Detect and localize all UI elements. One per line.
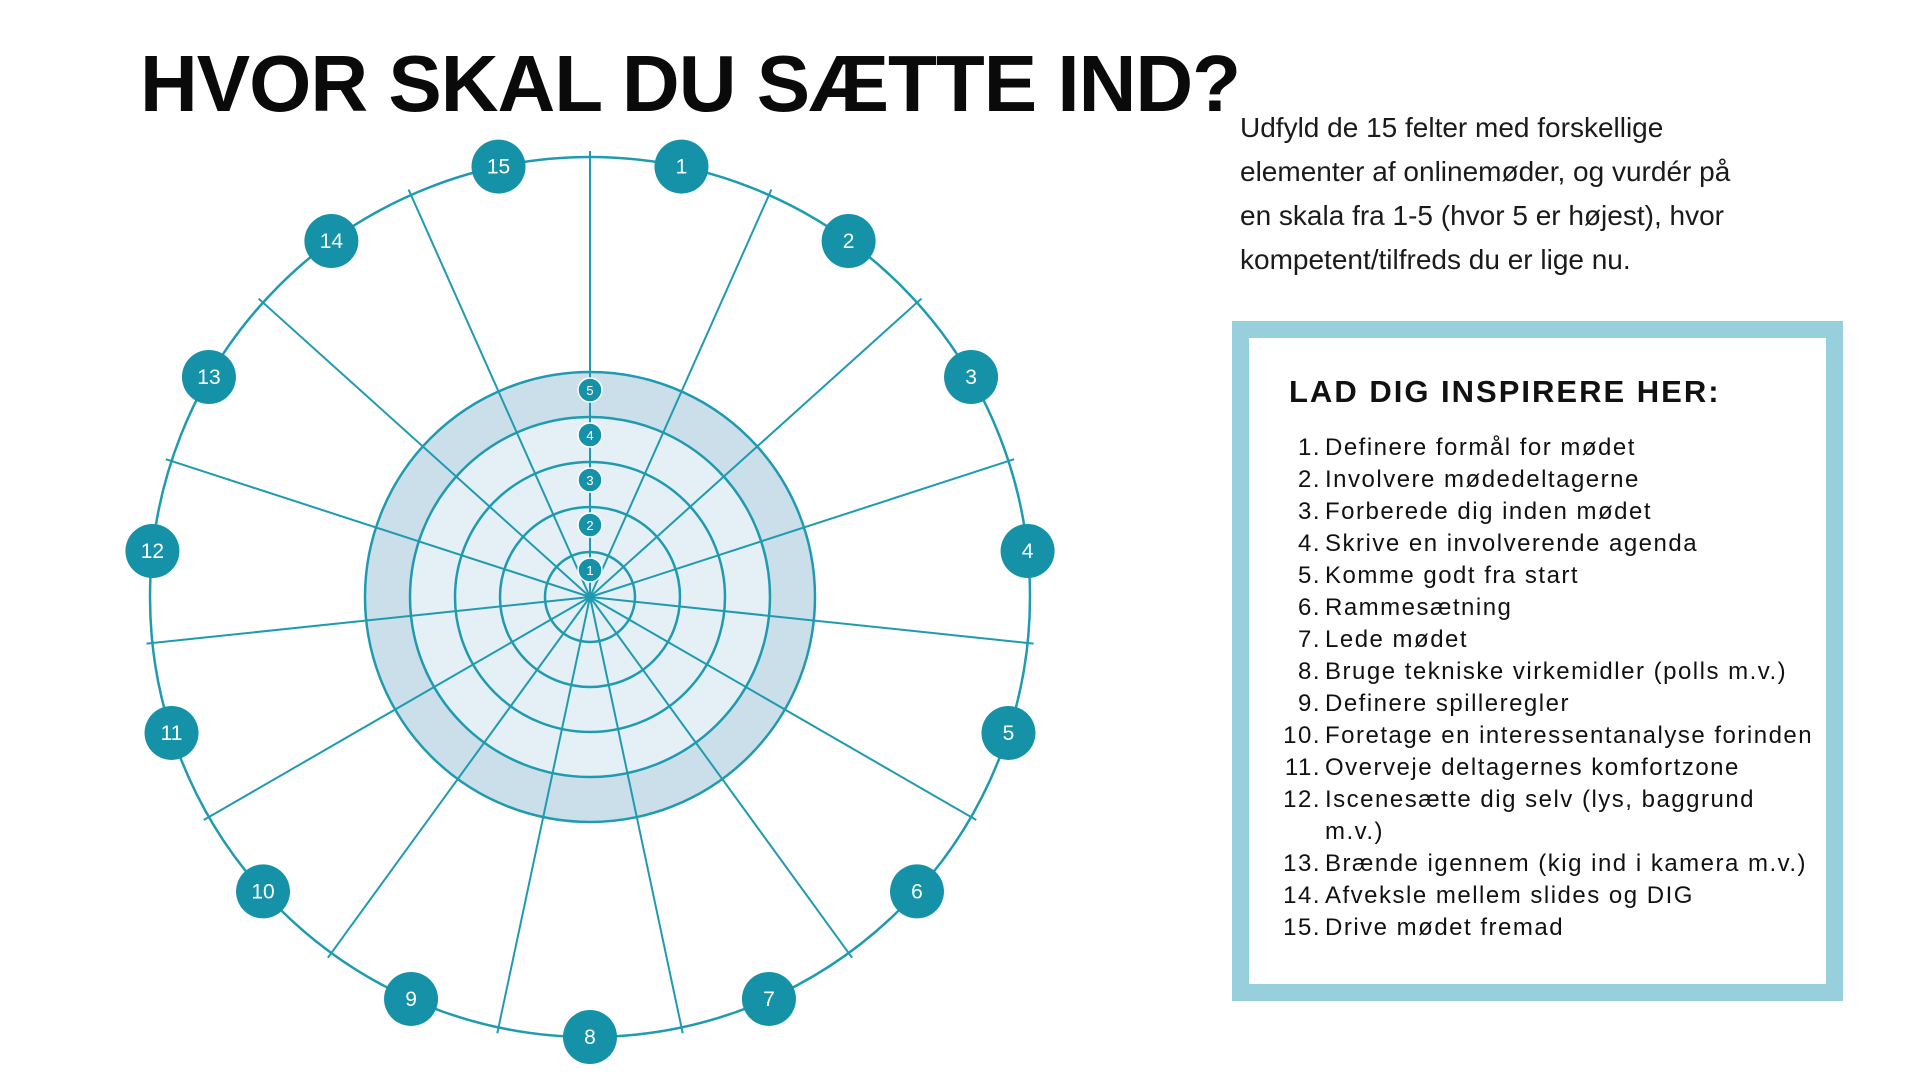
page-title: HVOR SKAL DU SÆTTE IND?: [140, 39, 1241, 128]
segment-badge: [125, 524, 179, 578]
segment-badge: [304, 214, 358, 268]
segment-badge: [472, 140, 526, 194]
instructions-text: Udfyld de 15 felter med forskellige elementer af onlinemøder, og vurdér på en skala fra 1-5 (hvor 5 er højest), hvor kompetent/tilfreds du er lige nu.: [1240, 112, 1731, 275]
list-item-text: Definere spilleregler: [1325, 690, 1570, 717]
list-item-number: 11.: [1284, 754, 1321, 781]
segment-badge: [182, 350, 236, 404]
segment-badge-label: 1: [675, 155, 688, 179]
list-item-number: 6.: [1297, 594, 1321, 621]
list-item-number: 12.: [1283, 786, 1321, 813]
list-item: [1281, 720, 1821, 752]
list-item-text: Involvere mødedeltagerne: [1325, 466, 1640, 493]
segment-badge-label: 3: [965, 366, 977, 389]
segment-badge-label: 13: [197, 366, 221, 389]
list-item-number: 3.: [1297, 498, 1321, 525]
scale-marker-label: 5: [586, 383, 594, 398]
segment-badge: [944, 350, 998, 404]
list-item: [1281, 848, 1821, 880]
list-item-number: 2.: [1297, 466, 1321, 493]
list-item-text: Overveje deltagernes komfortzone: [1325, 754, 1740, 781]
segment-badge-label: 15: [486, 155, 511, 179]
list-item-text: Lede mødet: [1325, 626, 1469, 653]
segment-badge: [654, 140, 708, 194]
scale-marker-label: 3: [586, 473, 594, 488]
segment-badge-label: 2: [842, 230, 855, 254]
segment-badge: [890, 864, 944, 918]
list-item-text: Drive mødet fremad: [1325, 914, 1565, 941]
list-item-text: Foretage en interessentanalyse forinden: [1325, 722, 1814, 749]
segment-badge: [563, 1010, 617, 1064]
segment-badge-label: 12: [140, 540, 165, 564]
scale-marker: [578, 423, 602, 447]
segment-badge-label: 10: [251, 880, 275, 904]
list-item: [1281, 528, 1821, 560]
segment-badge: [822, 214, 876, 268]
segment-badge-label: 4: [1021, 540, 1034, 564]
list-item-number: 7.: [1297, 626, 1321, 653]
list-item: [1281, 656, 1821, 688]
list-item: [1281, 592, 1821, 624]
scale-marker: [578, 558, 602, 582]
list-item-text: Komme godt fra start: [1325, 562, 1580, 589]
list-item: [1281, 752, 1821, 784]
segment-badge-label: 5: [1002, 721, 1015, 745]
segment-badge: [384, 972, 438, 1026]
list-item-text: Brænde igennem (kig ind i kamera m.v.): [1325, 850, 1808, 877]
segment-badge-label: 6: [911, 880, 923, 904]
list-item: [1281, 464, 1821, 496]
list-item: [1281, 880, 1821, 912]
list-item-text: Definere formål for mødet: [1325, 434, 1636, 461]
segment-badge: [145, 706, 199, 760]
list-item: [1281, 624, 1821, 656]
inspiration-box: [1232, 321, 1843, 1001]
inspiration-list: [1281, 432, 1821, 944]
list-item-number: 10.: [1283, 722, 1321, 749]
inspiration-heading: LAD DIG INSPIRERE HER:: [1289, 374, 1721, 409]
segment-badge-label: 8: [584, 1026, 596, 1049]
scale-marker: [578, 513, 602, 537]
list-item: [1281, 560, 1821, 592]
list-item: [1281, 912, 1821, 944]
list-item-text: Skrive en involverende agenda: [1325, 530, 1699, 557]
segment-badge-label: 9: [405, 987, 417, 1011]
list-item: [1281, 432, 1821, 464]
list-item: [1281, 784, 1821, 848]
list-item-text: Afveksle mellem slides og DIG: [1325, 882, 1694, 909]
scale-marker: [578, 468, 602, 492]
list-item: [1281, 688, 1821, 720]
list-item-number: 8.: [1297, 658, 1321, 685]
list-item-text: Forberede dig inden mødet: [1325, 498, 1652, 525]
list-item-number: 15.: [1283, 914, 1321, 941]
list-item: [1281, 496, 1821, 528]
list-item-number: 5.: [1297, 562, 1321, 589]
list-item-text: Bruge tekniske virkemidler (polls m.v.): [1325, 658, 1788, 685]
segment-badge: [1001, 524, 1055, 578]
scale-marker-label: 4: [586, 428, 594, 443]
list-item-number: 9.: [1297, 690, 1321, 717]
scale-marker-label: 1: [586, 563, 594, 578]
segment-badge-label: 11: [160, 721, 183, 745]
segment-badge: [742, 972, 796, 1026]
list-item-number: 4.: [1297, 530, 1321, 557]
list-item-text: Iscenesætte dig selv (lys, baggrund m.v.): [1325, 786, 1756, 845]
list-item-text: Rammesætning: [1325, 594, 1513, 621]
list-item-number: 1.: [1297, 434, 1321, 461]
scale-marker-label: 2: [586, 518, 594, 533]
segment-badge: [981, 706, 1035, 760]
segment-badge-label: 7: [763, 987, 775, 1011]
segment-badge: [236, 864, 290, 918]
list-item-number: 14.: [1283, 882, 1321, 909]
scale-marker: [578, 378, 602, 402]
list-item-number: 13.: [1283, 850, 1321, 877]
segment-badge-label: 14: [319, 230, 344, 254]
